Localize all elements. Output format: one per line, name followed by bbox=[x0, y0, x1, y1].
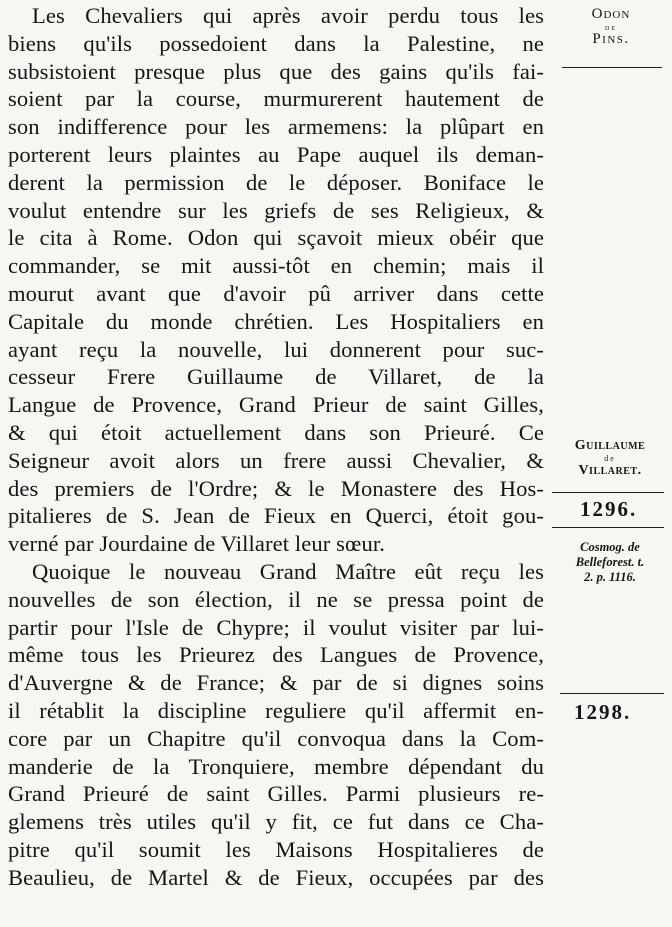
text-line: des premiers de l'Ordre; & le Monastere des Hos- bbox=[8, 475, 544, 501]
text-line: core par un Chapitre qu'il convoqua dans la Com- bbox=[8, 725, 544, 751]
margin-note-line: Odon bbox=[591, 6, 631, 22]
text-line: soient par la course, murmurerent hautement de bbox=[8, 86, 544, 112]
citation-line: Belleforest. t. bbox=[575, 555, 645, 569]
text-line: glemens très utiles qu'il y fit, ce fut dans ce Cha- bbox=[8, 809, 544, 835]
margin-note-line: Villaret. bbox=[578, 463, 642, 478]
text-line: cesseur Frere Guillaume de Villaret, de la bbox=[8, 364, 544, 390]
text-line: porterent leurs plaintes au Pape auquel ils deman- bbox=[8, 141, 544, 167]
text-line: Les Chevaliers qui après avoir perdu tous les bbox=[32, 3, 544, 28]
text-line: biens qu'ils possedoient dans la Palestine, ne bbox=[8, 30, 544, 56]
text-line: manderie de la Tronquiere, membre dépendant du bbox=[8, 753, 544, 779]
text-line: commander, se mit aussi-tôt en chemin; mais il bbox=[8, 253, 544, 279]
citation-line: Cosmog. de bbox=[580, 540, 640, 554]
margin-note-line: Guillaume bbox=[574, 438, 646, 453]
text-line: d'Auvergne & de France; & par de si dignes soins bbox=[8, 670, 544, 696]
text-line: Quoique le nouveau Grand Maître eût reçu les bbox=[32, 558, 544, 584]
text-line: même tous les Prieurez des Langues de Provence, bbox=[8, 642, 544, 668]
text-line: pitre qu'il soumit les Maisons Hospitalieres de bbox=[8, 836, 544, 862]
body-text bbox=[8, 2, 544, 892]
text-line: Beaulieu, de Martel & de Fieux, occupées par des bbox=[8, 864, 544, 890]
text-line: mourut avant que d'avoir pû arriver dans cette bbox=[8, 280, 544, 306]
margin-note-line: Pins. bbox=[592, 31, 630, 47]
text-line: Langue de Provence, Grand Prieur de saint Gilles, bbox=[8, 392, 544, 418]
margin-rule bbox=[562, 67, 662, 68]
text-line: il rétablit la discipline reguliere qu'il affermit en- bbox=[8, 697, 544, 723]
margin-year: 1298. bbox=[574, 700, 632, 724]
margin-note-guillaume bbox=[548, 438, 672, 479]
text-line: subsistoient presque plus que des gains qu'ils fai- bbox=[8, 58, 544, 84]
text-line: le cita à Rome. Odon qui sçavoit mieux obéir que bbox=[8, 225, 544, 251]
margin-year: 1296. bbox=[580, 497, 638, 521]
text-line: nouvelles de son élection, il ne se pressa point de bbox=[8, 586, 544, 612]
text-line: Grand Prieuré de saint Gilles. Parmi plusieurs re- bbox=[8, 781, 544, 807]
margin-rule bbox=[560, 693, 664, 694]
margin-rule bbox=[552, 492, 664, 493]
text-line: son indifference pour les armemens: la plûpart en bbox=[8, 114, 544, 140]
margin-note-line: de bbox=[604, 454, 616, 463]
text-line: Capitale du monde chrétien. Les Hospitaliers en bbox=[8, 308, 544, 334]
text-line: partir pour l'Isle de Chypre; il voulut visiter par lui- bbox=[8, 614, 544, 640]
margin-citation bbox=[548, 540, 672, 585]
margin-rule bbox=[552, 527, 664, 528]
text-line: derent la permission de le déposer. Boniface le bbox=[8, 169, 544, 195]
text-line: & qui étoit actuellement dans son Prieuré. Ce bbox=[8, 419, 544, 445]
text-line: pitalieres de S. Jean de Fieux en Querci, étoit gou- bbox=[8, 503, 544, 529]
margin-note-odon bbox=[556, 6, 666, 46]
text-line: Seigneur avoit alors un frere aussi Chevalier, & bbox=[8, 447, 544, 473]
text-line: verné par Jourdaine de Villaret leur sœur. bbox=[8, 531, 385, 557]
margin-note-line: de bbox=[605, 23, 617, 32]
text-line: voulut entendre sur les griefs de ses Religieux, & bbox=[8, 197, 544, 223]
citation-line: 2. p. 1116. bbox=[584, 570, 636, 584]
text-line: ayant reçu la nouvelle, lui donnerent pour suc- bbox=[8, 336, 544, 362]
